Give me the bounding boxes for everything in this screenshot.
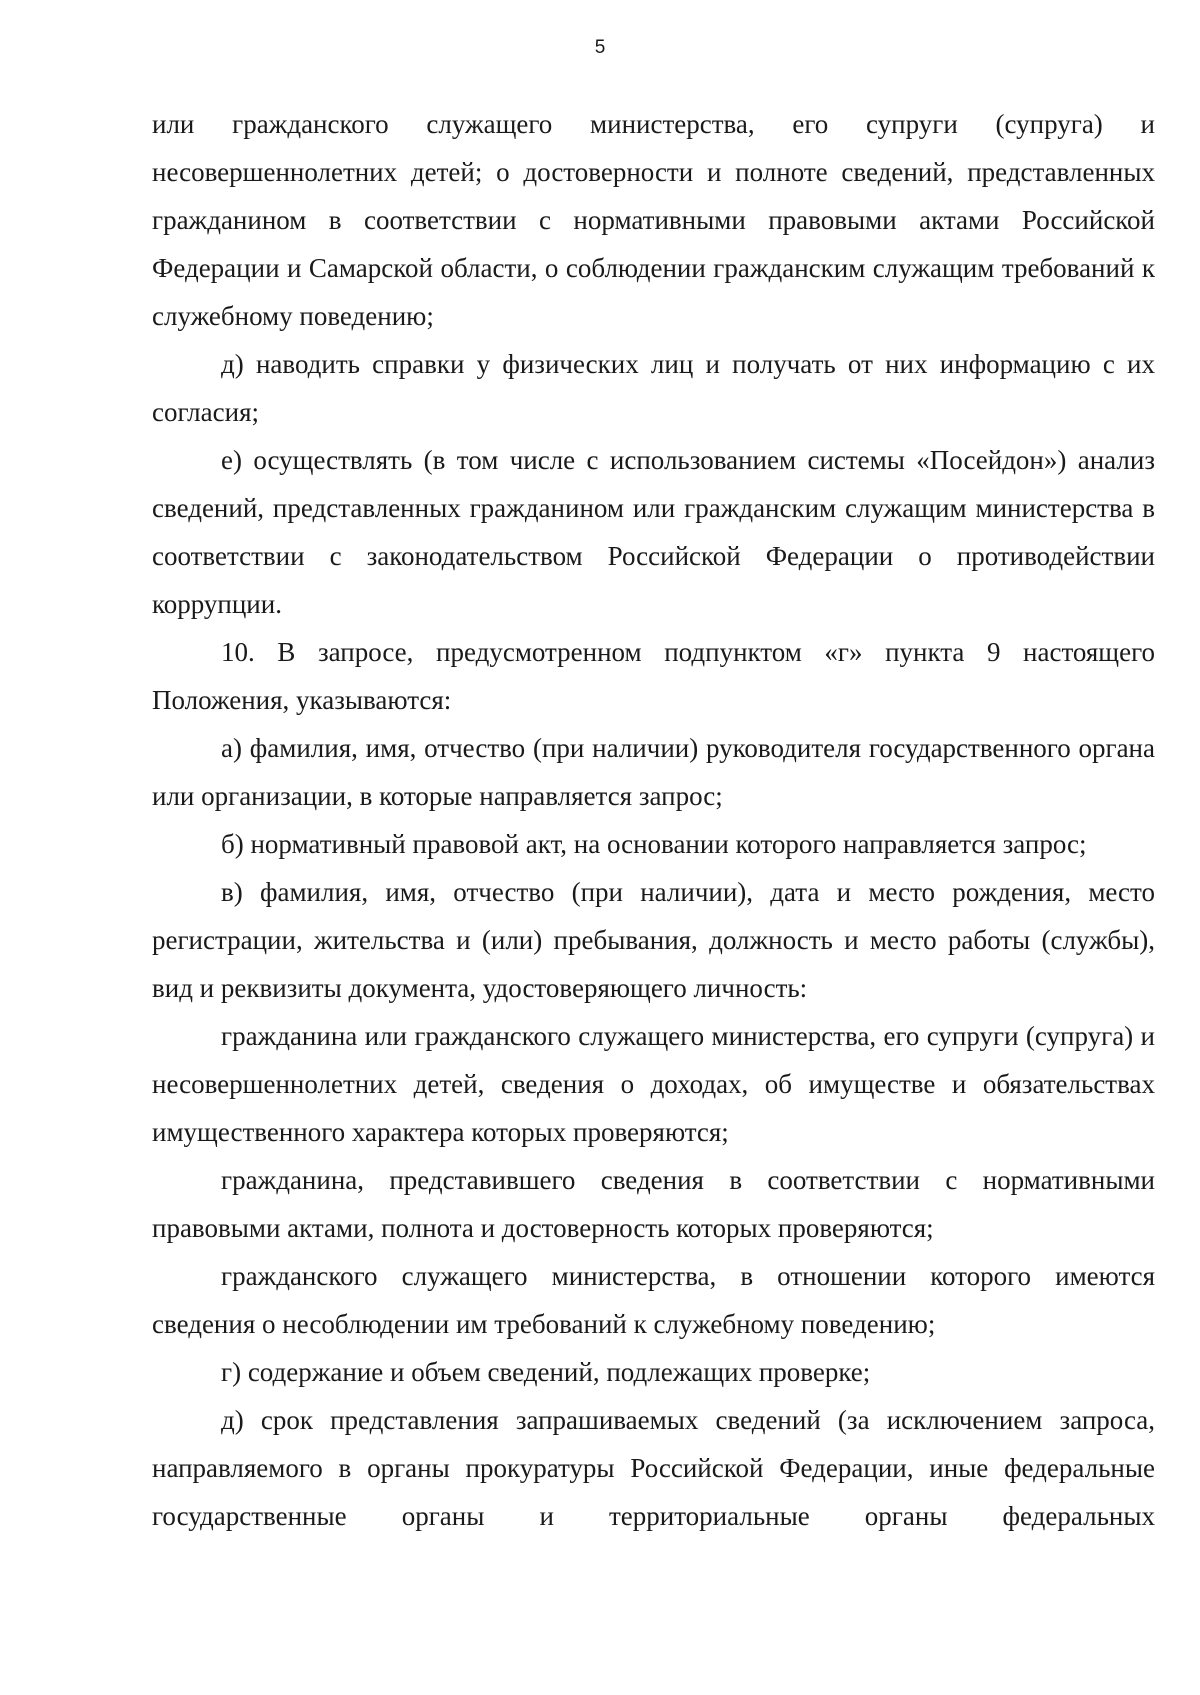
paragraph-clause-10: 10. В запросе, предусмотренном подпунктом «г» пункта 9 настоящего Положения, указываются: bbox=[152, 637, 1155, 715]
paragraph-item-v: в) фамилия, имя, отчество (при наличии), дата и место рождения, место регистрации, жительства и (или) пребывания, должность и место работы (службы), вид и реквизиты документа, удостоверяющего личность: bbox=[152, 877, 1155, 1003]
paragraph-subitem-citizen: гражданина, представившего сведения в соответствии с нормативными правовыми актами, полнота и достоверность которых проверяются; bbox=[152, 1165, 1155, 1243]
document-body bbox=[152, 100, 1155, 1540]
page-number: 5 bbox=[594, 37, 606, 58]
paragraph-item-d-deadline: д) срок представления запрашиваемых сведений (за исключением запроса, направляемого в органы прокуратуры Российской Федерации, иные федеральные государственные органы и территориальные органы федеральных bbox=[152, 1405, 1155, 1531]
paragraph-item-e: е) осуществлять (в том числе с использованием системы «Посейдон») анализ сведений, представленных гражданином или гражданским служащим министерства в соответствии с законодательством Российской Федерации о противодействии коррупции. bbox=[152, 445, 1155, 619]
paragraph-continuation: или гражданского служащего министерства, его супруги (супруга) и несовершеннолетних детей; о достоверности и полноте сведений, представленных гражданином в соответствии с нормативными правовыми актами Российской Федерации и Самарской области, о соблюдении гражданским служащим требований к служебному поведению; bbox=[152, 109, 1155, 331]
paragraph-item-a: а) фамилия, имя, отчество (при наличии) руководителя государственного органа или организации, в которые направляется запрос; bbox=[152, 733, 1155, 811]
paragraph-subitem-servant: гражданского служащего министерства, в отношении которого имеются сведения о несоблюдении им требований к служебному поведению; bbox=[152, 1261, 1155, 1339]
paragraph-item-b: б) нормативный правовой акт, на основании которого направляется запрос; bbox=[221, 829, 1087, 859]
paragraph-item-g: г) содержание и объем сведений, подлежащих проверке; bbox=[221, 1357, 871, 1387]
paragraph-subitem-citizen-or-servant: гражданина или гражданского служащего министерства, его супруги (супруга) и несовершеннолетних детей, сведения о доходах, об имуществе и обязательствах имущественного характера которых проверяются; bbox=[152, 1021, 1155, 1147]
paragraph-item-d: д) наводить справки у физических лиц и получать от них информацию с их согласия; bbox=[152, 349, 1155, 427]
